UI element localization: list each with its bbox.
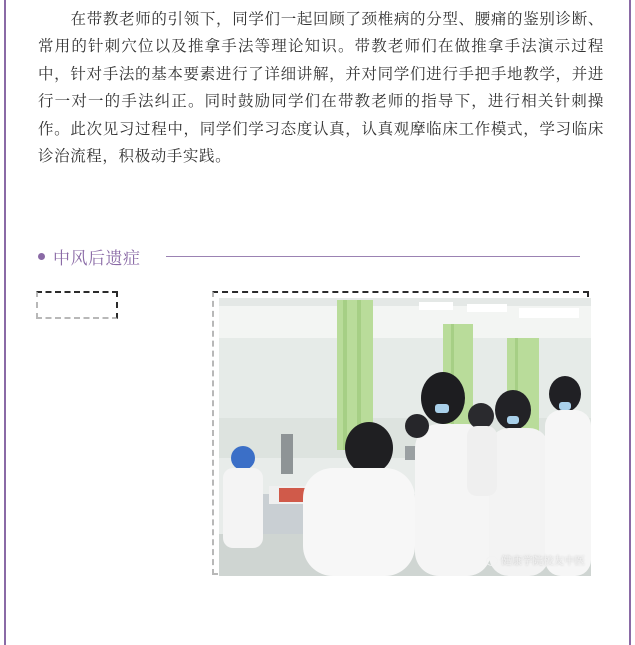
watermark-text: 健康学院校友中医 — [501, 555, 585, 567]
wechat-icon — [486, 556, 498, 566]
section-title: 中风后遗症 — [53, 248, 141, 269]
photo-watermark — [486, 553, 585, 568]
bullet-dot-icon — [38, 253, 45, 260]
section-divider — [166, 256, 580, 257]
photo-illustration — [219, 298, 591, 576]
clinical-training-photo[interactable] — [219, 298, 591, 576]
frame-left-border — [4, 0, 6, 645]
frame-right-border — [629, 0, 631, 645]
section-heading — [38, 243, 141, 269]
dashed-placeholder-frame — [36, 291, 118, 319]
article-paragraph: 在带教老师的引领下，同学们一起回顾了颈椎病的分型、腰痛的鉴别诊断、常用的针刺穴位以及推拿手法等理论知识。带教老师们在做推拿手法演示过程中，针对手法的基本要素进行了详细讲解，并对同学们进行手把手地教学，并进行一对一的手法纠正。同时鼓励同学们在带教老师的指导下，进行相关针刺操作。此次见习过程中，同学们学习态度认真，认真观摩临床工作模式，学习临床诊治流程，积极动手实践。 — [38, 10, 604, 166]
